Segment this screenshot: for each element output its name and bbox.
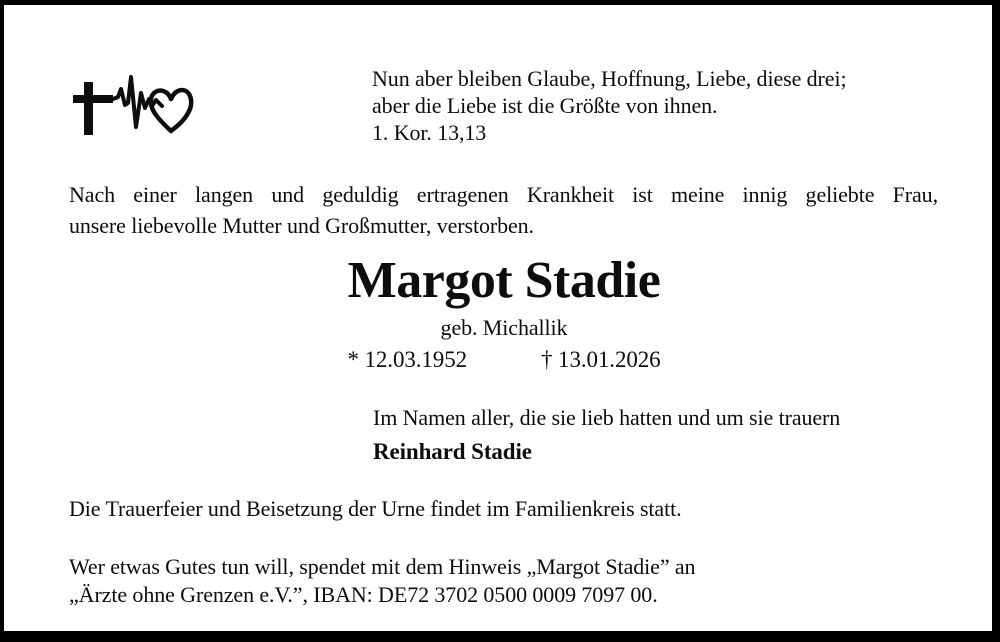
death-date: † 13.01.2026 [541,347,661,372]
cross-heartbeat-heart-icon [70,75,196,141]
verse-line-1: Nun aber bleiben Glaube, Hoffnung, Liebe, diese drei; [372,66,847,91]
birth-date: * 12.03.1952 [347,347,467,372]
cross-horizontal-bar [73,95,113,103]
life-dates [16,346,992,374]
heartbeat-line [113,77,162,127]
mourner-name: Reinhard Stadie [373,439,532,464]
donation-line-2: „Ärzte ohne Grenzen e.V.”, IBAN: DE72 3702 0500 0009 7097 00. [69,582,658,607]
verse-citation: 1. Kor. 13,13 [372,120,487,145]
announcement-text [69,179,938,241]
mourning-intro: Im Namen aller, die sie lieb hatten und um sie trauern [373,405,841,430]
announcement-line-1: Nach einer langen und geduldig ertragenen Krankheit ist meine innig geliebte Frau, [69,182,938,207]
donation-line-1: Wer etwas Gutes tun will, spendet mit dem Hinweis „Margot Stadie” an [69,554,696,579]
bible-verse [372,65,846,146]
deceased-name: Margot Stadie [347,252,661,309]
verse-line-2: aber die Liebe ist die Größte von ihnen. [372,93,718,118]
donation-note [69,553,695,609]
cross-vertical-bar [84,82,93,135]
announcement-line-2: unsere liebevolle Mutter und Großmutter, verstorben. [69,213,534,238]
maiden-name: geb. Michallik [440,315,568,340]
funeral-note: Die Trauerfeier und Beisetzung der Urne findet im Familienkreis statt. [69,496,682,521]
heart-outline [151,90,191,131]
